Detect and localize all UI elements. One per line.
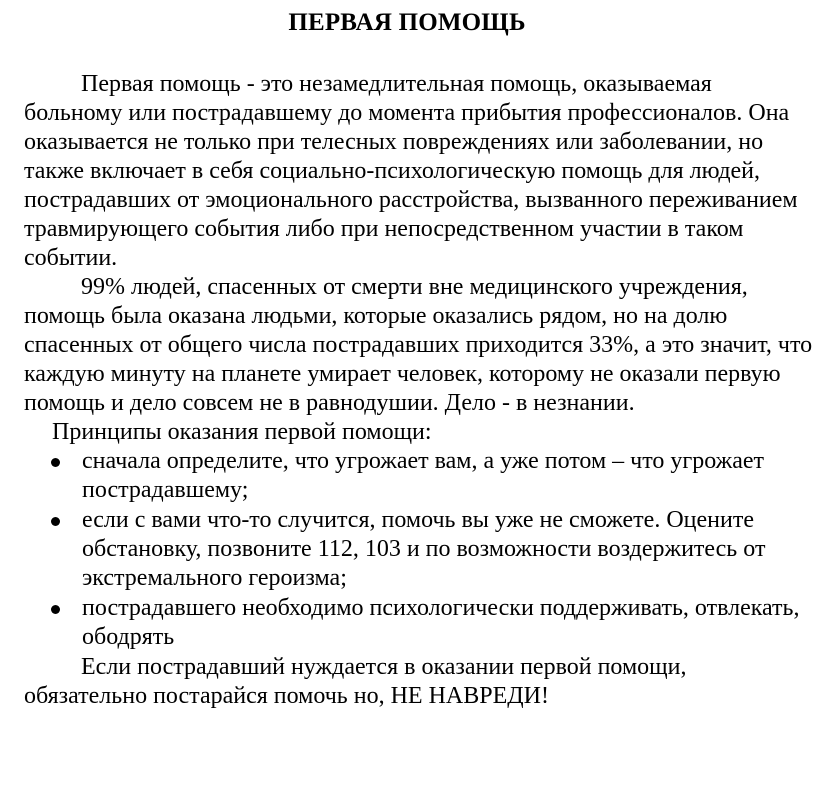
bullet-icon	[51, 517, 60, 526]
list-item	[24, 447, 814, 505]
bullet-icon	[51, 605, 60, 614]
bullet-icon	[51, 458, 60, 467]
statistics-paragraph: 99% людей, спасенных от смерти вне медицинского учреждения, помощь была оказана людьми, которые оказались рядом, но на долю спасенных от общего числа пострадавших приходится 33%, а это значит, что каждую минуту на планете умирает человек, которому не оказали первую помощь и дело совсем не в равнодушии. Дело - в незнании.	[24, 274, 813, 416]
list-item-text: сначала определите, что угрожает вам, а уже потом – что угрожает пострадавшему;	[82, 448, 765, 503]
list-item	[24, 594, 814, 652]
closing-paragraph: Если пострадавший нуждается в оказании первой помощи, обязательно постарайся помочь но, НЕ НАВРЕДИ!	[24, 654, 687, 709]
list-item	[24, 506, 814, 593]
list-item-text: если с вами что-то случится, помочь вы уже не сможете. Оцените обстановку, позвоните 112, 103 и по возможности воздержитесь от экстремального героизма;	[82, 507, 766, 591]
list-item-text: пострадавшего необходимо психологически поддерживать, отвлекать, ободрять	[82, 595, 800, 650]
principles-list	[24, 447, 814, 652]
page-title: ПЕРВАЯ ПОМОЩЬ	[288, 9, 526, 36]
intro-paragraph: Первая помощь - это незамедлительная помощь, оказываемая больному или пострадавшему до момента прибытия профессионалов. Она оказывается не только при телесных повреждениях или заболевании, но также включает в себя социально-психологическую помощь для людей, пострадавших от эмоционального расстройства, вызванного переживанием травмирующего события либо при непосредственном участии в таком событии.	[24, 71, 798, 271]
principles-heading: Принципы оказания первой помощи:	[52, 419, 432, 445]
document-page	[24, 0, 814, 711]
